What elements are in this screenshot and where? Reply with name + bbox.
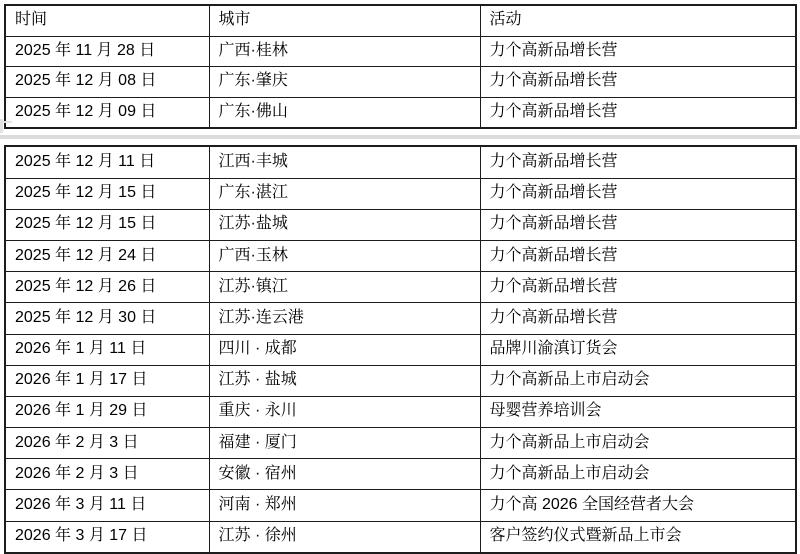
table-row bbox=[5, 303, 796, 334]
city-cell: 江苏 · 徐州 bbox=[209, 521, 480, 553]
table-row bbox=[5, 97, 796, 128]
date-cell: 2025 年 11 月 28 日 bbox=[5, 36, 209, 67]
date-cell: 2025 年 12 月 15 日 bbox=[5, 209, 209, 240]
column-header-activity: 活动 bbox=[480, 5, 796, 36]
activity-cell: 力个高新品增长营 bbox=[480, 97, 796, 128]
date-cell: 2025 年 12 月 30 日 bbox=[5, 303, 209, 334]
city-cell: 江苏·连云港 bbox=[209, 303, 480, 334]
header-row bbox=[5, 5, 796, 36]
event-schedule-table-lower bbox=[4, 145, 797, 553]
activity-cell: 力个高新品增长营 bbox=[480, 272, 796, 303]
table-row bbox=[5, 334, 796, 365]
page-edge-artifact-horizontal bbox=[0, 121, 12, 123]
date-cell: 2026 年 2 月 3 日 bbox=[5, 428, 209, 459]
city-cell: 河南 · 郑州 bbox=[209, 490, 480, 521]
activity-cell: 母婴营养培训会 bbox=[480, 396, 796, 427]
city-cell: 广东·肇庆 bbox=[209, 67, 480, 98]
date-cell: 2026 年 3 月 17 日 bbox=[5, 521, 209, 553]
table-row bbox=[5, 272, 796, 303]
activity-cell: 力个高新品增长营 bbox=[480, 303, 796, 334]
city-cell: 重庆 · 永川 bbox=[209, 396, 480, 427]
date-cell: 2026 年 1 月 29 日 bbox=[5, 396, 209, 427]
date-cell: 2026 年 1 月 11 日 bbox=[5, 334, 209, 365]
city-cell: 江苏 · 盐城 bbox=[209, 365, 480, 396]
date-cell: 2026 年 1 月 17 日 bbox=[5, 365, 209, 396]
table-row bbox=[5, 365, 796, 396]
city-cell: 福建 · 厦门 bbox=[209, 428, 480, 459]
table-row bbox=[5, 178, 796, 209]
city-cell: 安徽 · 宿州 bbox=[209, 459, 480, 490]
date-cell: 2026 年 2 月 3 日 bbox=[5, 459, 209, 490]
date-cell: 2026 年 3 月 11 日 bbox=[5, 490, 209, 521]
city-cell: 江苏·盐城 bbox=[209, 209, 480, 240]
city-cell: 四川 · 成都 bbox=[209, 334, 480, 365]
table-row bbox=[5, 396, 796, 427]
date-cell: 2025 年 12 月 11 日 bbox=[5, 146, 209, 178]
city-cell: 江苏·镇江 bbox=[209, 272, 480, 303]
city-cell: 广东·湛江 bbox=[209, 178, 480, 209]
city-cell: 广西·桂林 bbox=[209, 36, 480, 67]
event-schedule-table-upper bbox=[4, 4, 797, 129]
activity-cell: 力个高新品增长营 bbox=[480, 36, 796, 67]
activity-cell: 客户签约仪式暨新品上市会 bbox=[480, 521, 796, 553]
table-row bbox=[5, 67, 796, 98]
activity-cell: 力个高新品上市启动会 bbox=[480, 365, 796, 396]
activity-cell: 力个高 2026 全国经营者大会 bbox=[480, 490, 796, 521]
activity-cell: 力个高新品增长营 bbox=[480, 240, 796, 271]
table-row bbox=[5, 240, 796, 271]
city-cell: 广西·玉林 bbox=[209, 240, 480, 271]
activity-cell: 力个高新品增长营 bbox=[480, 67, 796, 98]
table-row bbox=[5, 459, 796, 490]
page-break-separator bbox=[0, 129, 800, 145]
activity-cell: 力个高新品增长营 bbox=[480, 209, 796, 240]
activity-cell: 力个高新品增长营 bbox=[480, 146, 796, 178]
table-row bbox=[5, 428, 796, 459]
date-cell: 2025 年 12 月 26 日 bbox=[5, 272, 209, 303]
date-cell: 2025 年 12 月 08 日 bbox=[5, 67, 209, 98]
city-cell: 广东·佛山 bbox=[209, 97, 480, 128]
activity-cell: 力个高新品增长营 bbox=[480, 178, 796, 209]
date-cell: 2025 年 12 月 24 日 bbox=[5, 240, 209, 271]
table-row bbox=[5, 521, 796, 553]
date-cell: 2025 年 12 月 09 日 bbox=[5, 97, 209, 128]
page-break-line bbox=[0, 135, 800, 139]
city-cell: 江西·丰城 bbox=[209, 146, 480, 178]
activity-cell: 品牌川渝滇订货会 bbox=[480, 334, 796, 365]
column-header-time: 时间 bbox=[5, 5, 209, 36]
date-cell: 2025 年 12 月 15 日 bbox=[5, 178, 209, 209]
table-row bbox=[5, 36, 796, 67]
table-row bbox=[5, 490, 796, 521]
activity-cell: 力个高新品上市启动会 bbox=[480, 428, 796, 459]
table-row bbox=[5, 209, 796, 240]
column-header-city: 城市 bbox=[209, 5, 480, 36]
table-row bbox=[5, 146, 796, 178]
activity-cell: 力个高新品上市启动会 bbox=[480, 459, 796, 490]
